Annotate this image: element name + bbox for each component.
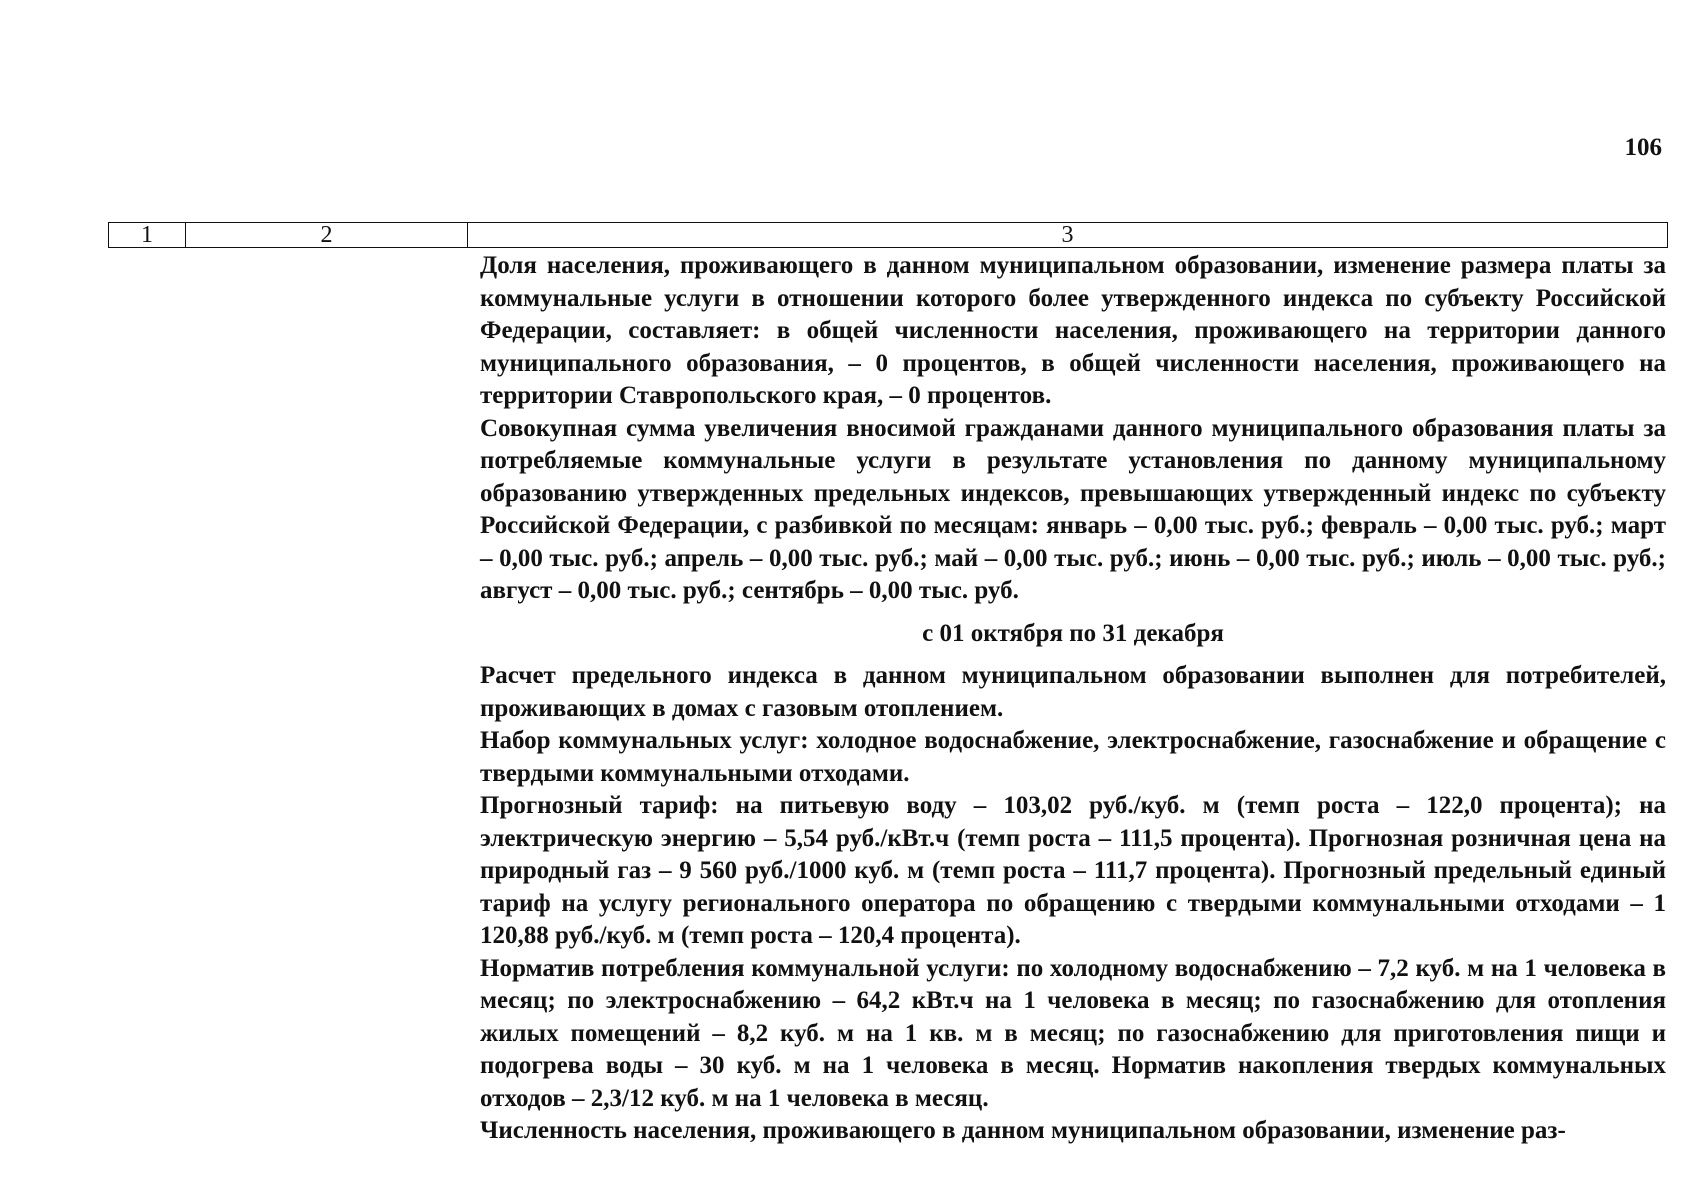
table-header-col-1: 1 — [109, 223, 186, 247]
paragraph-index-calculation: Расчет предельного индекса в данном муниципальном образовании выполнен для потребителей, проживающих в домах с газовым отоплением. — [480, 662, 1666, 722]
period-heading: с 01 октября по 31 декабря — [922, 619, 1224, 647]
table-header-col-3: 3 — [1061, 222, 1074, 248]
paragraph-total-increase: Совокупная сумма увеличения вносимой гражданами данного муниципального образования платы за потребляемые коммунальные услуги в результате установления по данному муниципальному образованию утвержденных предельных индексов, превышающих утвержденный индекс по субъекту Российской Федерации, с разбивкой по месяцам: январь – 0,00 тыс. руб.; февраль – 0,00 тыс. руб.; март – 0,00 тыс. руб.; апрель – 0,00 тыс. руб.; май – 0,00 тыс. руб.; июнь – 0,00 тыс. руб.; июль – 0,00 тыс. руб.; август – 0,00 тыс. руб.; сентябрь – 0,00 тыс. руб. — [480, 414, 1666, 604]
paragraph-forecast-tariff: Прогнозный тариф: на питьевую воду – 103,02 руб./куб. м (темп роста – 122,0 процента); на электрическую энергию – 5,54 руб./кВт.ч (темп роста – 111,5 процента). Прогнозная розничная цена на природный газ – 9 560 руб./1000 куб. м (темп роста – 111,7 процента). Прогнозный предельный единый тариф на услугу регионального оператора по обращению с твердыми коммунальными отходами – 1 120,88 руб./куб. м (темп роста – 120,4 процента). — [480, 792, 1666, 949]
paragraph-population-count: Численность населения, проживающего в данном муниципальном образовании, изменение раз- — [480, 1117, 1566, 1144]
table-cell-col-3-content — [480, 250, 1666, 1147]
page-number: 106 — [1624, 134, 1662, 161]
paragraph-services-set: Набор коммунальных услуг: холодное водоснабжение, электроснабжение, газоснабжение и обращение с твердыми коммунальными отходами. — [480, 727, 1666, 787]
table-header-row — [108, 222, 1668, 248]
table-header-col-2: 2 — [186, 223, 468, 247]
paragraph-consumption-norm: Норматив потребления коммунальной услуги: по холодному водоснабжению – 7,2 куб. м на 1 человека в месяц; по электроснабжению – 64,2 кВт.ч на 1 человека в месяц; по газоснабжению для отопления жилых помещений – 8,2 куб. м на 1 кв. м в месяц; по газоснабжению для приготовления пищи и подогрева воды – 30 куб. м на 1 человека в месяц. Норматив накопления твердых коммунальных отходов – 2,3/12 куб. м на 1 человека в месяц. — [480, 954, 1666, 1112]
paragraph-population-share: Доля населения, проживающего в данном муниципальном образовании, изменение размера платы за коммунальные услуги в отношении которого более утвержденного индекса по субъекту Российской Федерации, составляет: в общей численности населения, проживающего на территории данного муниципального образования, – 0 процентов, в общей численности населения, проживающего на территории Ставропольского края, – 0 процентов. — [480, 252, 1666, 409]
